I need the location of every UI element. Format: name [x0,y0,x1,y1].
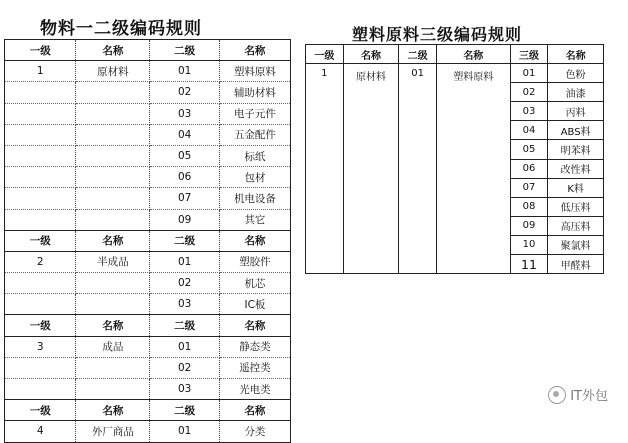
empty-cell [5,82,76,103]
watermark [548,385,608,404]
left-table-title: 物料一二级编码规则 [40,19,202,39]
empty-cell [76,209,150,230]
empty-cell [76,82,150,103]
level1-code-cell: 2 [5,251,76,272]
level2-code-cell: 09 [150,209,219,230]
table-row [5,188,291,209]
empty-cell [5,379,76,400]
column-header: 名称 [76,315,150,336]
empty-cell [76,188,150,209]
level2-name-cell: IC板 [219,294,290,315]
column-header: 名称 [219,40,290,61]
table-row [5,145,291,166]
column-header: 名称 [219,400,290,421]
column-header: 名称 [548,45,604,64]
level1-code-cell: 4 [5,421,76,442]
table-header-row [5,400,291,421]
level3-name-cell: 色粉 [548,64,604,83]
level3-code-cell: 05 [510,140,548,159]
empty-cell [5,145,76,166]
column-header: 二级 [150,40,219,61]
level3-name-cell: 高压料 [548,216,604,235]
level2-code-cell: 03 [150,294,219,315]
table-row [5,251,291,272]
table-row [5,273,291,294]
level2-code-cell: 01 [150,251,219,272]
level3-name-cell: 聚氯料 [548,235,604,254]
right-table-title: 塑料原料三级编码规则 [352,25,523,44]
table-row [5,167,291,188]
empty-cell [76,167,150,188]
level2-code-cell: 03 [150,379,219,400]
column-header: 名称 [219,230,290,251]
level3-code-cell: 07 [510,178,548,197]
level2-name-cell: 塑料原料 [219,61,290,82]
level3-code-cell: 03 [510,102,548,121]
table-row [5,379,291,400]
column-header: 一级 [5,400,76,421]
table-row [5,421,291,442]
empty-cell [5,103,76,124]
level2-code-cell: 02 [150,357,219,378]
table-row [5,336,291,357]
level3-code-cell: 09 [510,216,548,235]
column-header: 一级 [5,40,76,61]
level1-name-cell: 半成品 [76,251,150,272]
empty-cell [5,188,76,209]
table-header-row [5,315,291,336]
level2-name-cell: 电子元件 [219,103,290,124]
level2-name-cell: 机芯 [219,273,290,294]
empty-cell [76,273,150,294]
table-header-row [306,45,604,64]
level3-name-cell: 明苯料 [548,140,604,159]
table-row [5,294,291,315]
empty-cell [5,294,76,315]
level2-name-cell: 其它 [219,209,290,230]
level3-code-cell: 11 [510,255,548,274]
column-header: 名称 [343,45,399,64]
level1-name-cell: 成品 [76,336,150,357]
column-header: 二级 [150,230,219,251]
empty-cell [5,273,76,294]
empty-cell [5,167,76,188]
empty-cell [76,103,150,124]
column-header: 一级 [306,45,344,64]
column-header: 一级 [5,230,76,251]
level2-code-cell: 01 [150,421,219,442]
table-row [5,209,291,230]
table-header-row [5,40,291,61]
column-header: 二级 [150,400,219,421]
column-header: 二级 [399,45,437,64]
level2-code-cell: 01 [150,61,219,82]
table-row [5,82,291,103]
level2-name-cell: 包材 [219,167,290,188]
level-code1-cell: 1 [306,64,344,274]
level3-code-table [305,44,604,274]
level2-name-cell: 塑胶件 [219,251,290,272]
level3-code-cell: 08 [510,197,548,216]
empty-cell [5,357,76,378]
empty-cell [76,357,150,378]
level3-name-cell: 低压料 [548,197,604,216]
level1-code-cell: 1 [5,61,76,82]
level2-code-cell: 01 [150,336,219,357]
level3-code-cell: 01 [510,64,548,83]
level1-2-code-table [4,39,291,443]
column-header: 名称 [437,45,511,64]
column-header: 名称 [76,230,150,251]
level2-code-cell: 04 [150,124,219,145]
level1-name-cell: 原材料 [76,61,150,82]
level-name2-cell: 塑料原料 [437,64,511,274]
level2-code-cell: 06 [150,167,219,188]
empty-cell [5,209,76,230]
level2-name-cell: 遥控类 [219,357,290,378]
level2-name-cell: 标纸 [219,145,290,166]
empty-cell [5,124,76,145]
column-header: 名称 [76,40,150,61]
level1-code-cell: 3 [5,336,76,357]
table-row [5,357,291,378]
column-header: 名称 [219,315,290,336]
table-header-row [5,230,291,251]
level3-name-cell: 改性料 [548,159,604,178]
level3-code-cell: 10 [510,235,548,254]
level2-name-cell: 光电类 [219,379,290,400]
level-name1-cell: 原材料 [343,64,399,274]
table-row [5,124,291,145]
wechat-logo-icon [548,386,566,404]
level2-code-cell: 02 [150,82,219,103]
column-header: 名称 [76,400,150,421]
column-header: 二级 [150,315,219,336]
table-row [306,64,604,83]
level2-name-cell: 五金配件 [219,124,290,145]
empty-cell [76,124,150,145]
level2-name-cell: 机电设备 [219,188,290,209]
level2-name-cell: 辅助材料 [219,82,290,103]
level2-code-cell: 03 [150,103,219,124]
table-row [5,103,291,124]
level3-code-cell: 02 [510,83,548,102]
level3-name-cell: 甲醛料 [548,255,604,274]
level2-name-cell: 分类 [219,421,290,442]
level3-name-cell: K料 [548,178,604,197]
level3-code-cell: 06 [510,159,548,178]
level2-name-cell: 静态类 [219,336,290,357]
level2-code-cell: 07 [150,188,219,209]
level3-code-cell: 04 [510,121,548,140]
empty-cell [76,379,150,400]
watermark-text: IT外包 [570,389,608,404]
level2-code-cell: 02 [150,273,219,294]
empty-cell [76,145,150,166]
level3-name-cell: ABS料 [548,121,604,140]
level-code2-cell: 01 [399,64,437,274]
column-header: 三级 [510,45,548,64]
empty-cell [76,294,150,315]
level3-name-cell: 油漆 [548,83,604,102]
level2-code-cell: 05 [150,145,219,166]
table-row [5,61,291,82]
column-header: 一级 [5,315,76,336]
level1-name-cell: 外厂商品 [76,421,150,442]
level3-name-cell: 丙料 [548,102,604,121]
